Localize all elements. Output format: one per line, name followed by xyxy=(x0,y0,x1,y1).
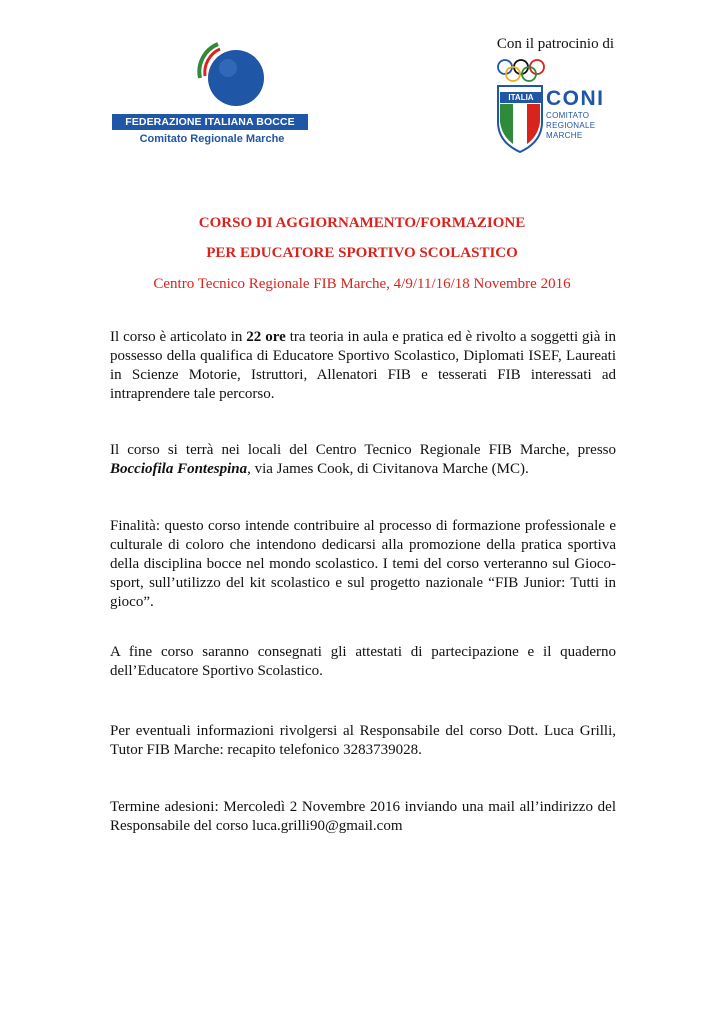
paragraph-certificates: A fine corso saranno consegnati gli attestati di partecipazione e il quaderno dell’Educatore Sportivo Scolastico. xyxy=(110,644,616,679)
venue-name: Bocciofila Fontespina xyxy=(110,461,248,477)
coni-sub-line2: REGIONALE xyxy=(546,121,596,130)
coni-sub-line3: MARCHE xyxy=(546,131,583,140)
paragraph-purpose: Finalità: questo corso intende contribuire al processo di formazione professionale e culturale di coloro che intendono dedicarsi alla promozione della pratica sportiva della disciplina bocce nel mondo scolastico. I temi del corso verteranno sul Gioco-sport, sull’utilizzo del kit scolastico e sul progetto nazionale “FIB Junior: Tutti in gioco”. xyxy=(110,518,616,610)
paragraph-venue xyxy=(110,441,616,479)
p1-start: Il corso è articolato in xyxy=(110,329,247,345)
paragraph-contact: Per eventuali informazioni rivolgersi al Responsabile del corso Dott. Luca Grilli, Tutor FIB Marche: recapito telefonico 3283739028. xyxy=(110,723,616,758)
p2-end: , via James Cook, di Civitanova Marche (MC). xyxy=(247,461,529,477)
coni-name: CONI xyxy=(546,87,605,110)
paragraph-overview xyxy=(110,328,616,404)
bocce-ball-icon xyxy=(196,38,266,108)
italia-tag: ITALIA xyxy=(500,92,542,103)
course-title-line1: CORSO DI AGGIORNAMENTO/FORMAZIONE xyxy=(198,215,526,231)
coni-text xyxy=(546,88,605,140)
coni-logo xyxy=(494,58,618,153)
fib-logo xyxy=(112,38,312,150)
fib-name-band: FEDERAZIONE ITALIANA BOCCE xyxy=(112,114,308,130)
fib-subtitle: Comitato Regionale Marche xyxy=(139,133,285,145)
patronage-label: Con il patrocinio di xyxy=(496,36,614,52)
paragraph-deadline: Termine adesioni: Mercoledì 2 Novembre 2016 inviando una mail all’indirizzo del Responsabile del corso luca.grilli90@gmail.com xyxy=(110,799,616,834)
course-hours: 22 ore xyxy=(246,329,286,345)
olympic-rings-icon xyxy=(496,58,556,84)
course-location-dates: Centro Tecnico Regionale FIB Marche, 4/9/11/16/18 Novembre 2016 xyxy=(153,276,571,292)
course-title-line2: PER EDUCATORE SPORTIVO SCOLASTICO xyxy=(206,245,518,261)
p2-start: Il corso si terrà nei locali del Centro Tecnico Regionale FIB Marche, presso xyxy=(110,442,616,458)
p1-end: tra teoria in aula e pratica ed è rivolto a soggetti già in possesso della qualifica di Educatore Sportivo Scolastico, Diplomati ISEF, Laureati in Scienze Motorie, Istruttori, Allenatori FIB e tesserati FIB interessati ad intraprendere tale percorso. xyxy=(110,329,616,402)
coni-sub-line1: COMITATO xyxy=(546,111,590,120)
